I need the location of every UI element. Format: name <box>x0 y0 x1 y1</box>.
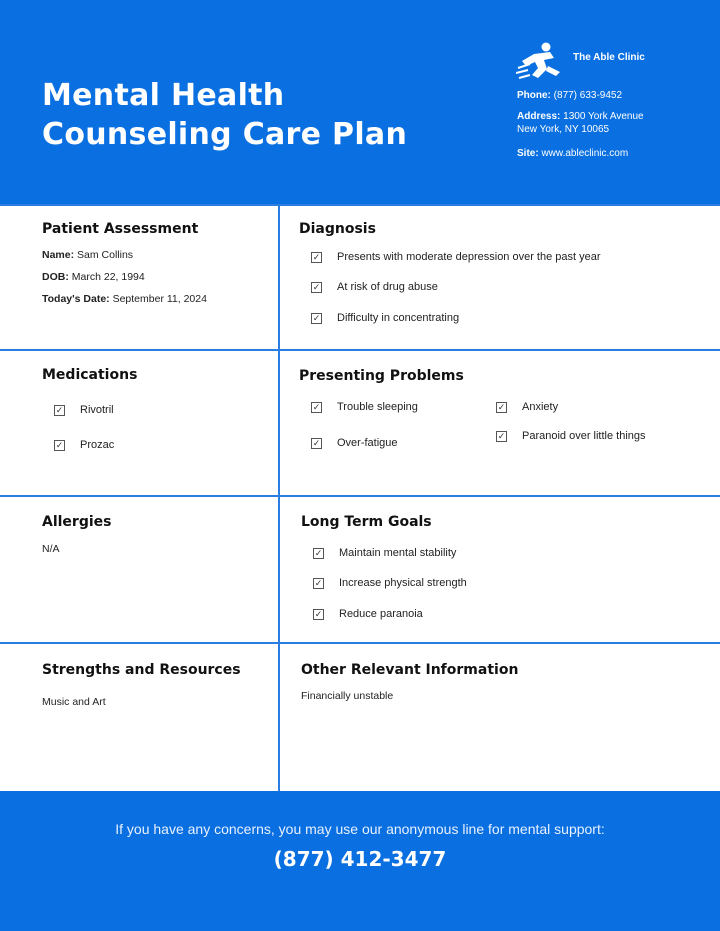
page-title <box>42 76 442 154</box>
goal-item <box>313 577 467 589</box>
clinic-logo-icon <box>516 42 566 80</box>
clinic-name: The Able Clinic <box>573 52 645 63</box>
diagnosis-item <box>311 251 601 263</box>
problem-item-label: Trouble sleeping <box>337 401 418 413</box>
checkbox-checked-icon: ✓ <box>497 431 506 441</box>
goal-item <box>313 608 423 620</box>
divider-row-1 <box>0 349 720 351</box>
patient-dob-label: DOB: <box>42 271 69 283</box>
checkbox-checked-icon: ✓ <box>312 312 321 323</box>
presenting-problems-title: Presenting Problems <box>299 368 464 384</box>
site-value: www.ableclinic.com <box>541 148 629 159</box>
patient-dob <box>42 271 145 283</box>
title-line-2: Counseling Care Plan <box>42 117 408 152</box>
contact-site <box>517 147 628 160</box>
checkbox-checked-icon: ✓ <box>312 281 321 292</box>
checkbox-checked-icon: ✓ <box>55 439 64 450</box>
checkbox-checked-icon: ✓ <box>312 437 321 448</box>
diagnosis-item-label: At risk of drug abuse <box>337 281 438 293</box>
site-label: Site: <box>517 148 539 159</box>
phone-value: (877) 633-9452 <box>553 90 623 101</box>
checkbox-checked-icon: ✓ <box>314 547 323 558</box>
contact-address <box>517 110 707 136</box>
problem-item <box>496 401 558 413</box>
problem-item <box>496 428 646 445</box>
allergies-title: Allergies <box>42 514 112 530</box>
checkbox-checked-icon: ✓ <box>312 401 321 412</box>
checkbox-checked-icon: ✓ <box>314 608 323 619</box>
goal-item-label: Reduce paranoia <box>339 608 423 620</box>
divider-vertical <box>278 204 280 791</box>
divider-top <box>0 204 720 206</box>
patient-name <box>42 249 133 261</box>
diagnosis-item <box>311 281 438 293</box>
care-plan-grid <box>0 204 720 791</box>
strengths-title: Strengths and Resources <box>42 662 241 678</box>
diagnosis-item-label: Presents with moderate depression over the past year <box>337 251 601 263</box>
divider-row-3 <box>0 642 720 644</box>
allergies-value: N/A <box>42 543 60 555</box>
contact-phone <box>517 89 622 102</box>
patient-name-label: Name: <box>42 249 75 261</box>
long-term-goals-title: Long Term Goals <box>301 514 432 530</box>
diagnosis-item-label: Difficulty in concentrating <box>337 312 460 324</box>
checkbox-checked-icon: ✓ <box>314 577 323 588</box>
goal-item <box>313 547 456 559</box>
diagnosis-title: Diagnosis <box>299 221 376 237</box>
divider-row-2 <box>0 495 720 497</box>
checkbox-checked-icon: ✓ <box>312 251 321 262</box>
medication-item-label: Prozac <box>80 439 115 451</box>
footer-banner <box>0 791 720 931</box>
other-info-value: Financially unstable <box>301 690 394 702</box>
goal-item-label: Maintain mental stability <box>339 547 457 559</box>
problem-item-label: Over-fatigue <box>337 437 398 449</box>
phone-label: Phone: <box>517 90 551 101</box>
patient-dob-value: March 22, 1994 <box>71 271 145 283</box>
title-line-1: Mental Health <box>42 78 285 113</box>
medication-item-label: Rivotril <box>80 404 114 416</box>
other-info-title: Other Relevant Information <box>301 662 519 678</box>
goal-item-label: Increase physical strength <box>339 577 467 589</box>
checkbox-checked-icon: ✓ <box>55 404 64 415</box>
todays-date-value: September 11, 2024 <box>112 293 207 305</box>
support-line-phone: (877) 412-3477 <box>273 847 447 871</box>
checkbox-checked-icon: ✓ <box>497 401 506 412</box>
header-banner <box>0 0 720 204</box>
support-line-note: If you have any concerns, you may use our anonymous line for mental support: <box>115 821 605 837</box>
patient-name-value: Sam Collins <box>77 249 134 261</box>
medications-title: Medications <box>42 367 138 383</box>
todays-date-label: Today's Date: <box>42 293 110 305</box>
address-line-2: New York, NY 10065 <box>517 124 610 135</box>
strengths-value: Music and Art <box>42 696 106 708</box>
medication-item <box>54 439 114 451</box>
address-line-1: 1300 York Avenue <box>563 111 644 122</box>
problem-item <box>311 437 398 449</box>
address-label: Address: <box>517 111 561 122</box>
problem-item-label: Anxiety <box>522 401 559 413</box>
medication-item <box>54 404 114 416</box>
todays-date <box>42 293 207 305</box>
diagnosis-item <box>311 312 459 324</box>
problem-item-label: Paranoid over little things <box>522 430 646 442</box>
problem-item <box>311 401 418 413</box>
patient-assessment-title: Patient Assessment <box>42 221 199 237</box>
